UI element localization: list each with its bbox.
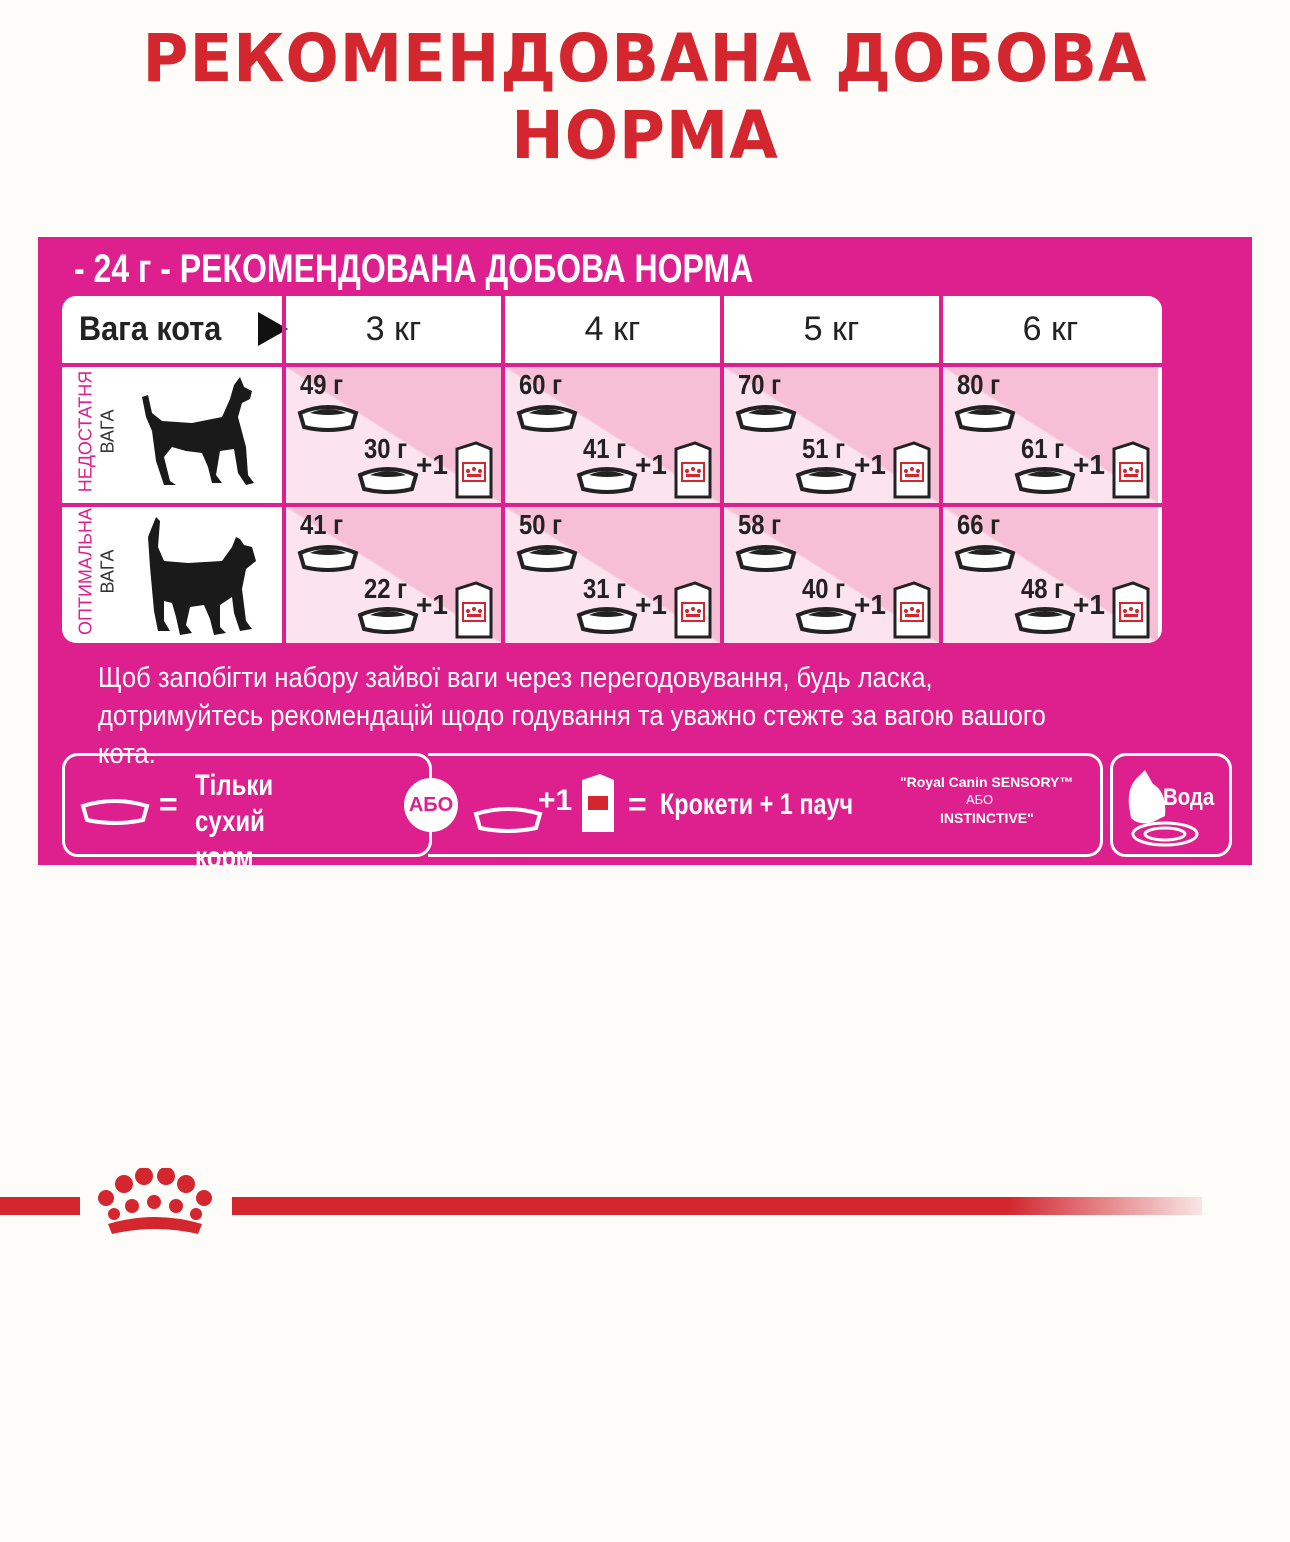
bowl-icon [794, 465, 858, 500]
dry-amount: 66 г [957, 509, 1001, 540]
pouch-icon [454, 581, 494, 643]
plus-one-label: +1 [854, 589, 886, 620]
bowl-icon [296, 543, 360, 578]
table-divider [720, 296, 724, 643]
row-label-optimal [62, 507, 284, 643]
bowl-icon [470, 800, 546, 834]
pouch-icon [892, 581, 932, 643]
legend-plus-one: +1 [538, 784, 573, 817]
weight-header [62, 296, 284, 363]
pouch-icon [580, 772, 616, 834]
legend-dry-box [62, 753, 432, 874]
pouch-icon [892, 441, 932, 504]
bowl-icon [575, 605, 639, 640]
brand-line-left [0, 1197, 80, 1215]
page-title: РЕКОМЕНДОВАНА ДОБОВА НОРМА [142, 20, 1148, 174]
bowl-icon [1013, 605, 1077, 640]
bowl-icon [356, 605, 420, 640]
or-badge: АБО [404, 778, 458, 832]
plus-one-label: +1 [635, 589, 667, 620]
brand-line-right [232, 1197, 1202, 1215]
pouch-icon [673, 441, 713, 504]
dry-amount: 49 г [300, 369, 344, 400]
legend-equals: = [628, 786, 647, 822]
plus-one-label: +1 [1073, 589, 1105, 620]
row-label-text: ОПТИМАЛЬНА [75, 508, 96, 635]
legend-dry-only: Тільки сухий корм [195, 769, 274, 874]
dry-amount: 41 г [300, 509, 344, 540]
combo-dry-amount: 48 г [1021, 573, 1065, 604]
pouch-icon [1111, 441, 1151, 504]
bowl-icon [953, 543, 1017, 578]
bowl-icon [575, 465, 639, 500]
row-label-text: НЕДОСТАТНЯ [75, 370, 96, 493]
feeding-cell [505, 367, 720, 503]
column-header: 4 кг [584, 310, 641, 348]
panel-heading: - 24 г - РЕКОМЕНДОВАНА ДОБОВА НОРМА [74, 247, 754, 291]
column-header: 3 кг [365, 310, 422, 348]
feeding-cell [286, 507, 501, 643]
column-header: 6 кг [1022, 310, 1079, 348]
combo-dry-amount: 30 г [364, 433, 408, 464]
feeding-note: Щоб запобігти набору зайвої ваги через перегодовування, будь ласка, дотримуйтесь рекомендацій щодо годування та уважно стежте за вагою вашого кота. [98, 662, 1046, 770]
cat-icon [142, 517, 272, 642]
legend-combo: Крокети + 1 пауч [660, 788, 854, 821]
plus-one-label: +1 [854, 449, 886, 480]
dry-amount: 80 г [957, 369, 1001, 400]
feeding-cell [286, 367, 501, 503]
feeding-cell [724, 367, 939, 503]
bowl-icon [356, 465, 420, 500]
feeding-cell [505, 507, 720, 643]
crown-logo-icon [88, 1168, 222, 1240]
table-divider [282, 296, 286, 643]
plus-one-label: +1 [635, 449, 667, 480]
legend-products-or: АБО [966, 792, 994, 807]
table-divider [62, 363, 1162, 367]
pouch-icon [673, 581, 713, 643]
combo-dry-amount: 41 г [583, 433, 627, 464]
cat-icon [142, 377, 272, 492]
pouch-icon [454, 441, 494, 504]
feeding-cell [943, 367, 1158, 503]
combo-dry-amount: 22 г [364, 573, 408, 604]
column-header: 5 кг [803, 310, 860, 348]
legend-water-box [1110, 753, 1232, 857]
bowl-icon [515, 403, 579, 438]
dry-amount: 60 г [519, 369, 563, 400]
table-divider [62, 503, 1162, 507]
row-sublabel-text: ВАГА [97, 549, 118, 594]
feeding-cell [724, 507, 939, 643]
combo-dry-amount: 40 г [802, 573, 846, 604]
dry-amount: 58 г [738, 509, 782, 540]
table-divider [939, 296, 943, 643]
legend-products-line1: "Royal Canin SENSORY™ [900, 774, 1074, 790]
combo-dry-amount: 31 г [583, 573, 627, 604]
combo-dry-amount: 61 г [1021, 433, 1065, 464]
dry-amount: 50 г [519, 509, 563, 540]
bowl-icon [953, 403, 1017, 438]
row-sublabel-text: ВАГА [97, 409, 118, 454]
plus-one-label: +1 [416, 449, 448, 480]
legend-combo-box [428, 753, 1103, 857]
plus-one-label: +1 [1073, 449, 1105, 480]
feeding-panel [38, 237, 1252, 874]
pouch-icon [1111, 581, 1151, 643]
combo-dry-amount: 51 г [802, 433, 846, 464]
legend-products-line2: INSTINCTIVE" [940, 810, 1034, 826]
weight-header-label: Вага кота [79, 310, 222, 348]
legend-water: Вода [1163, 784, 1215, 811]
dry-amount: 70 г [738, 369, 782, 400]
bowl-icon [515, 543, 579, 578]
row-label-underweight [62, 367, 284, 503]
feeding-cell [943, 507, 1158, 643]
bowl-icon [77, 792, 153, 826]
bowl-icon [296, 403, 360, 438]
bowl-icon [734, 403, 798, 438]
bowl-icon [734, 543, 798, 578]
feeding-table [62, 296, 1162, 643]
plus-one-label: +1 [416, 589, 448, 620]
legend-equals: = [159, 786, 178, 822]
bowl-icon [794, 605, 858, 640]
table-divider [501, 296, 505, 643]
bowl-icon [1013, 465, 1077, 500]
